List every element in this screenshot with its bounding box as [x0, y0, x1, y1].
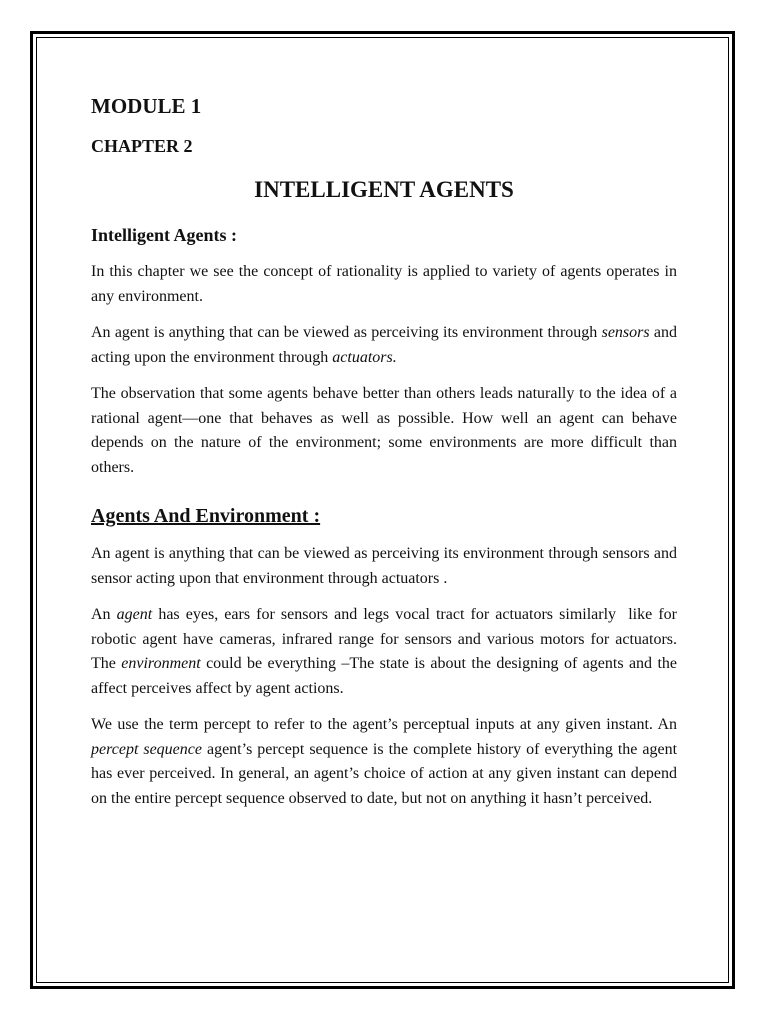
italic-term-actuators: actuators. [332, 348, 397, 366]
italic-term-sensors: sensors [601, 324, 650, 341]
module-label: MODULE 1 [91, 94, 202, 118]
text-run: agent’s percept sequence is the complete history of everything the agent has ever perceived. In general, an agent’s choice of action at any given instant can depend on the entire percept sequence observed to date, but not on anything it hasn’t perceived. [91, 740, 678, 807]
text-run: We use the term percept to refer to the agent’s perceptual inputs at any given instant. An [91, 716, 677, 733]
text-run: and acting upon the environment through [91, 324, 677, 366]
paragraph-rational-agent: The observation that some agents behave better than others leads naturally to the idea of a rational agent—one that behaves as well as possible. How well an agent can behave depends on the nature of the environment; some environments are more difficult than others. [91, 385, 677, 476]
paragraph-rationality: In this chapter we see the concept of rationality is applied to variety of agents operates in any environment. [91, 263, 677, 305]
section-heading-intelligent-agents: Intelligent Agents : [91, 225, 237, 245]
italic-term-percept-sequence: percept sequence [91, 740, 202, 758]
text-run: has eyes, ears for sensors and legs vocal tract for actuators similarly like for robotic agent have cameras, infrared range for sensors and various motors for actuators. The [91, 606, 677, 672]
paragraph-agent-definition [91, 321, 677, 370]
section-heading-agents-environment: Agents And Environment : [91, 505, 321, 527]
text-run: An agent is anything that can be viewed as perceiving its environment through [91, 324, 602, 341]
paragraph-agent-examples [91, 603, 677, 701]
paragraph-percept-sequence [91, 713, 677, 811]
text-run: could be everything –The state is about the designing of agents and the affect perceives affect by agent actions. [91, 655, 677, 697]
chapter-label: CHAPTER 2 [91, 136, 193, 156]
paragraph-agent-sensors: An agent is anything that can be viewed as perceiving its environment through sensors and sensor acting upon that environment through actuators . [91, 545, 677, 587]
page-content [91, 88, 677, 811]
italic-term-agent: agent [116, 606, 153, 623]
italic-term-environment: environment [121, 655, 201, 672]
page-title: INTELLIGENT AGENTS [254, 177, 514, 202]
text-run: An [91, 606, 117, 623]
